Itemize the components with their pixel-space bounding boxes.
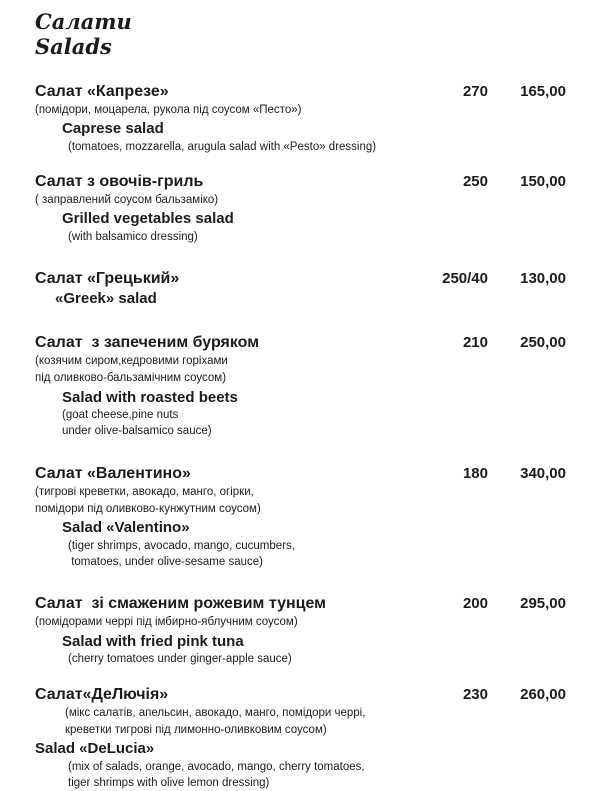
item-desc-en-line: tomatoes, under olive-sesame sauce) [68,556,263,569]
item-desc-en-line: (tomatoes, mozzarella, arugula salad with «Pesto» dressing) [68,140,377,153]
item-desc-uk-line: креветки тигрові під лимонно-оливковим соусом) [65,723,327,736]
item-desc-uk-line: під оливково-бальзамічним соусом) [35,372,227,385]
section-header [35,10,566,60]
item-desc-en-line: under olive-balsamico sauce) [62,425,212,438]
item-name-uk: Салат «Грецький» [35,270,180,288]
item-name-uk: Салат з запеченим буряком [35,334,260,352]
menu-item [35,172,566,245]
item-name-uk: Салат зі смаженим рожевим тунцем [35,595,326,613]
item-weight: 250 [462,172,488,190]
item-price: 165,00 [520,82,566,100]
menu-item [35,594,566,667]
item-price: 260,00 [520,685,566,703]
item-name-en: Salad «DeLucia» [35,740,155,758]
item-name-uk: Салат з овочів-гриль [35,172,204,190]
menu-item [35,333,566,440]
item-head [35,464,566,483]
section-title-uk: Салати [35,9,132,34]
item-head [35,594,566,613]
item-weight: 270 [462,82,488,100]
item-price: 340,00 [520,464,566,482]
menu-item [35,269,566,309]
item-price: 250,00 [520,334,566,352]
item-desc-uk-line: помідори під оливково-кунжутним соусом) [35,503,261,516]
item-weight: 230 [462,685,488,703]
item-head [35,333,566,352]
item-weight: 250/40 [442,270,488,288]
item-weight: 180 [462,464,488,482]
item-name-uk: Салат«ДеЛючія» [35,685,169,703]
item-head [35,269,566,288]
item-price: 130,00 [520,270,566,288]
item-name-en: Caprese salad [62,119,164,137]
item-name-en: «Greek» salad [55,290,157,308]
item-name-en: Salad «Valentino» [62,519,190,537]
item-desc-en-line: (cherry tomatoes under ginger-apple sauce) [68,653,292,666]
section-title-en: Salads [35,33,112,59]
item-head [35,82,566,101]
item-price: 295,00 [520,595,566,613]
item-name-en: Salad with roasted beets [62,388,238,406]
menu-item [35,685,566,791]
item-price: 150,00 [520,172,566,190]
item-desc-uk-line: (козячим сиром,кедровими горіхами [35,355,228,368]
item-desc-en-line: (with balsamico dressing) [68,230,198,243]
item-name-en: Grilled vegetables salad [62,210,234,228]
item-head [35,172,566,191]
menu-item [35,82,566,155]
item-head [35,685,566,704]
menu-item [35,464,566,571]
item-weight: 200 [462,595,488,613]
item-desc-uk-line: (помідори, моцарела, рукола під соусом «Песто») [35,103,302,116]
item-desc-uk-line: (тигрові креветки, авокадо, манго, огірки, [35,485,254,498]
item-desc-en-line: (mix of salads, orange, avocado, mango, cherry tomatoes, [68,760,365,773]
item-weight: 210 [462,334,488,352]
item-desc-uk-line: ( заправлений соусом бальзаміко) [35,194,219,206]
item-desc-uk-line: (мікс салатів, апельсин, авокадо, манго, помідори черрі, [65,706,366,719]
item-desc-uk-line: (помідорами черрі під імбирно-яблучним соусом) [35,616,298,629]
item-desc-en-line: (goat cheese,pine nuts [62,409,179,422]
item-name-en: Salad with fried pink tuna [62,632,244,650]
item-name-uk: Салат «Валентино» [35,464,191,482]
item-desc-en-line: (tiger shrimps, avocado, mango, cucumbers, [68,539,295,552]
item-name-uk: Салат «Капрезе» [35,82,169,100]
item-desc-en-line: tiger shrimps with olive lemon dressing) [68,777,270,790]
